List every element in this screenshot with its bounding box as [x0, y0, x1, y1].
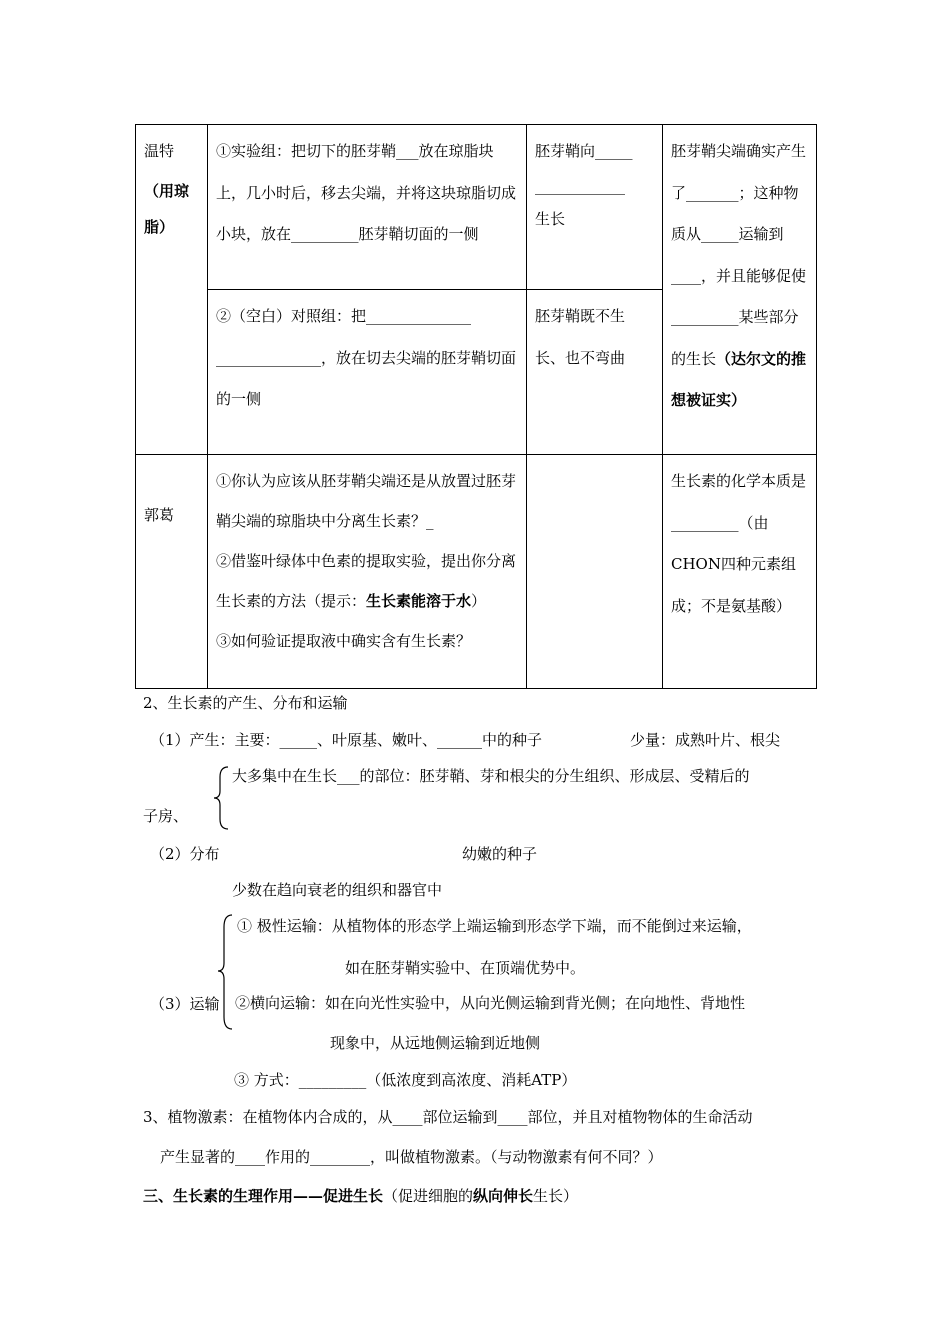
- went-name: 温特: [144, 142, 175, 160]
- guoge-question-2: [216, 541, 518, 621]
- went-name-cell: [136, 125, 208, 455]
- transport-lateral-1: ②横向运输：如在向光性实验中，从向光侧运输到背光侧；在向地性、背地性: [235, 994, 746, 1012]
- produce-few: 少量：成熟叶片、根尖: [630, 731, 781, 749]
- heading-3-note-a: （促进细胞的: [383, 1187, 474, 1205]
- section2-title: 2、生长素的产生、分布和运输: [143, 694, 348, 712]
- guoge-result-cell: [527, 455, 663, 689]
- went-control-cell: [208, 290, 527, 455]
- went-conclusion-bold: （达尔文的推想被证实）: [671, 349, 807, 409]
- went-experiment: ①实验组：把切下的胚芽鞘___放在琼脂块上，几小时后，移去尖端，并将这块琼脂切成小块，放在_________胚芽鞘切面的一侧: [216, 142, 517, 243]
- distribution-line-2: 子房、: [143, 807, 189, 825]
- heading-3-note-bold: 纵向伸长: [473, 1187, 534, 1205]
- transport-polar-2: 如在胚芽鞘实验中、在顶端优势中。: [345, 959, 586, 977]
- went-exp-result-cell: [527, 125, 663, 290]
- went-experiment-cell: [208, 125, 527, 290]
- guoge-questions-cell: [208, 455, 527, 689]
- went-note: （用琼脂）: [144, 181, 190, 236]
- transport-polar-1: ① 极性运输：从植物体的形态学上端运输到形态学下端，而不能倒过来运输，: [237, 917, 752, 935]
- produce-main: （1）产生：主要：_____、叶原基、嫩叶、______中的种子: [150, 731, 543, 749]
- guoge-question-1: ①你认为应该从胚芽鞘尖端还是从放置过胚芽鞘尖端的琼脂块中分离生长素？_: [216, 472, 517, 530]
- guoge-conclusion-cell: [663, 455, 817, 689]
- section3-line-1: 3、植物激素：在植物体内合成的，从____部位运输到____部位，并且对植物物体的生命活动: [143, 1108, 753, 1126]
- went-control-result: 胚芽鞘既不生长、也不弯曲: [535, 307, 626, 367]
- distribution-line-4: 少数在趋向衰老的组织和器官中: [232, 881, 443, 899]
- distribution-brace: [212, 765, 232, 831]
- went-exp-result-1: 胚芽鞘向_____: [535, 142, 633, 160]
- went-conclusion-cell: [663, 125, 817, 455]
- went-control-result-cell: [527, 290, 663, 455]
- guoge-question-2-hint: 生长素能溶于水: [366, 592, 472, 610]
- section3-line-2: 产生显著的____作用的________，叫做植物激素。（与动物激素有何不同？）: [160, 1148, 663, 1166]
- heading-3-note-b: 生长）: [533, 1187, 579, 1205]
- heading-3-title: 三、生长素的生理作用——促进生长: [143, 1187, 384, 1205]
- went-exp-result-2: ____________: [535, 176, 625, 195]
- distribution-line-1: 大多集中在生长___的部位：胚芽鞘、芽和根尖的分生组织、形成层、受精后的: [232, 767, 750, 785]
- went-control: ②（空白）对照组：把______________ ______________，放在切去尖端的胚芽鞘切面的一侧: [216, 307, 517, 408]
- heading-3: [143, 1185, 578, 1206]
- guoge-conclusion: 生长素的化学本质是_________（由CHON四种元素组成；不是氨基酸）: [671, 472, 807, 615]
- went-conclusion: 胚芽鞘尖端确实产生了_______；这种物质从_____运输到____，并且能够促使_________某些部分的生长: [671, 142, 807, 368]
- guoge-question-2-text: ②借鉴叶绿体中色素的提取实验，提出你分离生长素的方法（提示：: [216, 552, 517, 610]
- transport-label: （3）运输: [150, 995, 220, 1013]
- guoge-name: 郭葛: [144, 506, 175, 524]
- guoge-question-3: ③如何验证提取液中确实含有生长素？: [216, 632, 472, 650]
- transport-method: ③ 方式：_________（低浓度到高浓度、消耗ATP）: [234, 1071, 577, 1089]
- experiment-table: [135, 124, 817, 689]
- guoge-name-cell: [136, 455, 208, 689]
- transport-lateral-2: 现象中，从远地侧运输到近地侧: [330, 1034, 541, 1052]
- guoge-question-2-end: ）: [471, 592, 487, 610]
- distribution-label: （2）分布: [150, 845, 220, 863]
- went-exp-result-3: 生长: [535, 209, 566, 228]
- distribution-line-3: 幼嫩的种子: [462, 845, 538, 863]
